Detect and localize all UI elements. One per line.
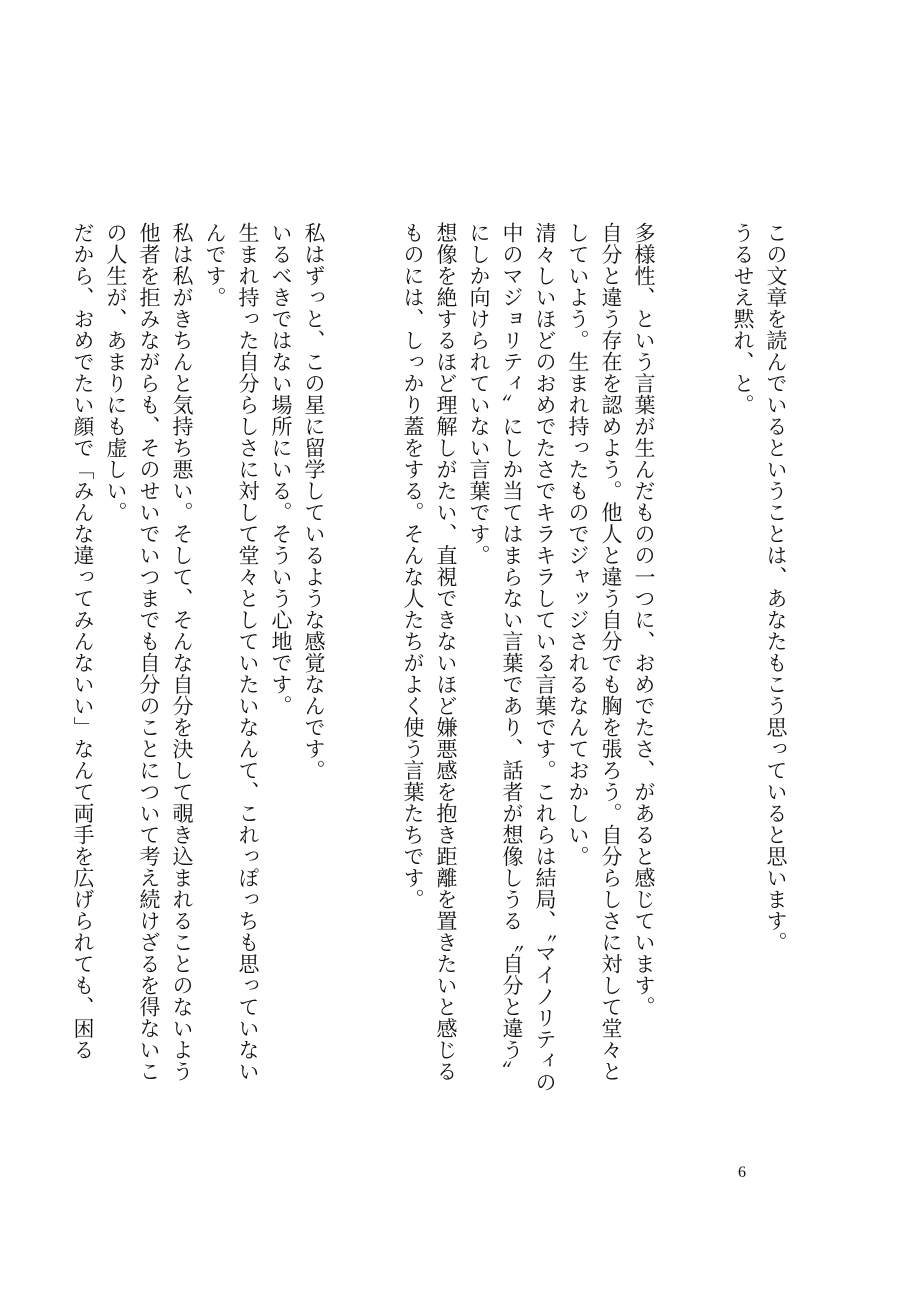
paragraph: だから、おめでたい顔で「みんな違ってみんないい」なんて両手を広げられても、困る: [71, 222, 95, 1061]
paragraph: 清々しいほどのおめでたさでキラキラしている言葉です。これらは結局、〝マイノリティの中のマジョリティ〟にしか当てはまらない言葉であり、話者が想像しうる〝自分と違う〟にしか向けられていない言葉です。: [467, 222, 557, 1093]
paragraph: この文章を読んでいるということは、あなたもこう思っていると思います。: [764, 222, 788, 953]
paragraph: 多様性、という言葉が生んだものの一つに、おめでたさ、があると感じています。: [632, 222, 656, 1018]
section-gap: [330, 222, 396, 1102]
paragraph: 私は私がきちんと気持ち悪い。そして、そんな自分を決して覗き込まれることのないよう他者を拒みながらも、そのせいでいつまでも自分のことについて考え続けざるを得ないこの人生が、あまりにも虚しい。: [104, 222, 194, 1082]
paragraph: 生まれ持った自分らしさに対して堂々としていたいなんて、これっぽっちも思っていないんです。: [203, 222, 260, 1082]
section-gap: [660, 222, 726, 1102]
paragraph: 私はずっと、この星に留学しているような感覚なんです。: [302, 222, 326, 781]
paragraph: 自分と違う存在を認めよう。他人と違う自分でも胸を張ろう。自分らしさに対して堂々としていよう。生まれ持ったものでジャッジされるなんておかしい。: [566, 222, 623, 1082]
paragraph: うるせえ黙れ、と。: [731, 222, 755, 416]
page-number: 6: [738, 1164, 746, 1181]
vertical-text-body: [66, 222, 792, 1102]
paragraph: いるべきではない場所にいる。そういう心地です。: [269, 222, 293, 717]
paragraph: 想像を絶するほど理解しがたい、直視できないほど嫌悪感を抱き距離を置きたいと感じるものには、しっかり蓋をする。そんな人たちがよく使う言葉たちです。: [401, 222, 458, 1082]
